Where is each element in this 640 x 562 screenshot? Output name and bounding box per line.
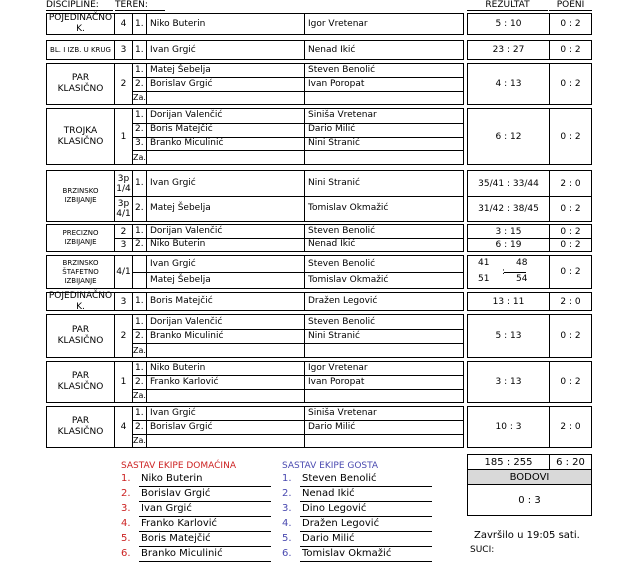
col-divider	[114, 225, 115, 251]
row-number: 3.	[135, 137, 144, 148]
home-player	[121, 473, 271, 487]
home-player: Niko Buterin	[150, 239, 206, 249]
guest-player-name: Dino Legović	[302, 503, 367, 514]
guest-player-underline	[300, 516, 432, 517]
col-divider	[146, 41, 147, 59]
court-number: 4	[120, 422, 127, 432]
court-number: 2	[120, 331, 127, 341]
court-number: 1	[120, 131, 127, 142]
discipline-label: BRZINSKO ŠTAFETNO IZBIJANJE	[62, 258, 99, 285]
match-points: 0 : 2	[560, 267, 581, 277]
court-number: 3	[120, 45, 127, 55]
match-points: 0 : 2	[560, 226, 581, 237]
court-number: 4	[120, 19, 127, 29]
match-points: 0 : 2	[560, 239, 581, 250]
match-points: 2 : 0	[560, 178, 581, 189]
guest-player-underline	[300, 486, 432, 487]
row-number: 2.	[135, 124, 144, 135]
match-block	[46, 40, 464, 60]
finished-time: Završilo u 19:05 sati.	[474, 530, 580, 541]
row-number: 2.	[135, 376, 144, 387]
home-player-underline	[139, 486, 271, 487]
home-player: Ivan Grgić	[150, 408, 196, 419]
guest-player: Siniša Vretenar	[308, 110, 377, 121]
judges-label: SUCI:	[470, 545, 495, 555]
bodovi-value: 0 : 3	[467, 484, 592, 516]
home-player: Niko Buterin	[150, 363, 206, 374]
relay-home-2: 51	[478, 274, 490, 284]
court-number: 4/1	[116, 267, 131, 277]
col-divider	[304, 407, 305, 447]
col-divider	[304, 293, 305, 310]
discipline-header: DISCIPLINE:	[46, 0, 113, 11]
match-points: 2 : 0	[560, 422, 581, 432]
match-block	[46, 406, 464, 448]
col-divider	[114, 171, 115, 221]
row-number: 2.	[135, 239, 144, 249]
home-player-number: 6.	[121, 548, 131, 559]
row-number: 1.	[135, 44, 144, 55]
home-player-underline	[139, 516, 271, 517]
guest-player: Nenad Ikić	[308, 44, 356, 55]
discipline-label: POJEDINAČNO K.	[48, 290, 113, 312]
guest-player: Nenad Ikić	[308, 239, 356, 249]
bodovi-label: BODOVI	[467, 469, 592, 485]
match-result: 6 : 19	[495, 239, 522, 250]
home-player: Boris Matejčić	[150, 124, 213, 135]
home-player: Ivan Grgić	[150, 178, 196, 188]
reserve-label: Za.	[133, 390, 146, 400]
guest-player: Tomislav Okmažić	[308, 274, 389, 285]
col-divider	[304, 41, 305, 59]
row-number: 1.	[135, 178, 144, 188]
match-points: 0 : 2	[560, 19, 581, 29]
home-player	[121, 488, 271, 502]
row-number: 1.	[135, 226, 144, 236]
home-player-name: Borislav Grgić	[141, 488, 211, 499]
home-player: Borislav Grgić	[150, 421, 213, 432]
guest-player: Tomislav Okmažić	[308, 203, 389, 213]
guest-player: Nini Stranić	[308, 137, 360, 148]
col-divider	[146, 407, 147, 447]
match-block	[46, 13, 464, 35]
home-player-number: 1.	[121, 473, 131, 484]
guest-player	[282, 503, 432, 517]
match-result: 5 : 13	[495, 331, 522, 341]
home-player-name: Franko Karlović	[141, 518, 218, 529]
col-divider	[304, 315, 305, 357]
match-result-box	[467, 63, 592, 105]
match-result-box	[467, 13, 592, 35]
discipline-label: BL. I IZB. U KRUG	[50, 45, 111, 54]
home-player-name: Ivan Grgić	[141, 503, 192, 514]
guest-player-name: Dražen Legović	[302, 518, 380, 529]
match-block	[46, 170, 464, 222]
relay-result	[468, 256, 549, 288]
col-divider	[304, 14, 305, 34]
guest-player: Steven Benolić	[308, 65, 376, 76]
guest-player-number: 4.	[282, 518, 292, 529]
row-divider	[132, 91, 463, 92]
court-number: 2	[120, 79, 127, 89]
home-player: Dorijan Valenčić	[150, 226, 223, 236]
guest-player-underline	[300, 501, 432, 502]
row-number: 2.	[135, 421, 144, 432]
match-result-box	[467, 406, 592, 448]
guest-player: Ivan Poropat	[308, 376, 365, 387]
discipline-label: TROJKA KLASIČNO	[57, 125, 104, 147]
match-result: 10 : 3	[495, 422, 522, 432]
home-player: Ivan Grgić	[150, 44, 196, 55]
match-result: 35/41 : 33/44	[478, 178, 539, 189]
match-result: 3 : 13	[495, 377, 522, 387]
discipline-label: PAR KLASIČNO	[57, 325, 104, 346]
col-divider	[132, 293, 133, 310]
row-number: 1.	[135, 363, 144, 374]
match-result-box	[467, 292, 592, 311]
match-result: 3 : 15	[495, 226, 522, 237]
home-player	[121, 533, 271, 547]
row-number: 1.	[135, 408, 144, 419]
guest-player: Steven Benolić	[308, 226, 376, 236]
relay-home-1: 41	[478, 258, 490, 268]
discipline-label: BRZINSKO IZBIJANJE	[62, 187, 99, 204]
col-divider	[304, 362, 305, 402]
guest-player: Dražen Legović	[308, 296, 378, 306]
home-player-number: 4.	[121, 518, 131, 529]
discipline-label: POJEDINAČNO K.	[48, 13, 113, 34]
home-player: Matej Šebelja	[150, 203, 211, 213]
home-player: Dorijan Valenčić	[150, 110, 223, 121]
home-player: Branko Miculinić	[150, 330, 224, 341]
guest-team-title: SASTAV EKIPE GOSTA	[282, 461, 379, 471]
guest-player	[282, 533, 432, 547]
guest-player-number: 1.	[282, 473, 292, 484]
row-divider	[132, 389, 463, 390]
match-block	[46, 361, 464, 403]
home-player: Matej Šebelja	[150, 65, 211, 76]
home-player	[121, 518, 271, 532]
reserve-label: Za.	[133, 345, 146, 355]
col-divider	[146, 315, 147, 357]
match-result: 6 : 12	[495, 131, 522, 142]
home-player: Branko Miculinić	[150, 137, 224, 148]
match-result-box	[467, 170, 592, 222]
guest-player: Steven Benolić	[308, 258, 376, 269]
home-player-name: Branko Miculinić	[141, 548, 223, 559]
guest-player: Nini Stranić	[308, 178, 360, 188]
guest-player: Igor Vretenar	[308, 18, 368, 29]
col-divider	[304, 64, 305, 104]
row-divider	[114, 196, 463, 197]
home-player: Dorijan Valenčić	[150, 316, 223, 327]
match-result-box	[467, 255, 592, 289]
discipline-label: PRECIZNO IZBIJANJE	[62, 229, 99, 246]
row-number: 1.	[135, 316, 144, 327]
home-player-underline	[139, 501, 271, 502]
guest-player: Ivan Poropat	[308, 78, 365, 89]
court-number: 3p 4/1	[116, 198, 131, 219]
guest-player: Igor Vretenar	[308, 363, 368, 374]
court-number: 2	[120, 226, 127, 237]
relay-separator: :	[502, 267, 506, 277]
guest-player-number: 5.	[282, 533, 292, 544]
home-player-number: 3.	[121, 503, 131, 514]
row-number: 1.	[135, 18, 144, 29]
match-result-box	[467, 40, 592, 60]
row-number: 1.	[135, 296, 144, 306]
row-divider	[132, 150, 463, 151]
total-result: 185 : 255	[484, 456, 533, 468]
relay-divider	[504, 272, 526, 273]
guest-player-number: 6.	[282, 548, 292, 559]
guest-player-name: Steven Benolić	[302, 473, 377, 484]
court-number: 3	[120, 296, 127, 307]
court-number: 3	[120, 239, 127, 250]
match-result-box	[467, 108, 592, 165]
discipline-label: PAR KLASIČNO	[57, 371, 104, 392]
guest-player-underline	[300, 531, 432, 532]
match-block	[46, 108, 464, 165]
home-player: Franko Karlović	[150, 376, 219, 387]
col-divider	[146, 362, 147, 402]
row-number: 1.	[135, 110, 144, 121]
guest-player-number: 3.	[282, 503, 292, 514]
row-divider	[132, 434, 463, 435]
home-player-name: Boris Matejčić	[141, 533, 211, 544]
home-player	[121, 503, 271, 517]
match-result-box	[467, 314, 592, 358]
col-divider	[132, 41, 133, 59]
court-number: 1	[120, 377, 127, 387]
row-number: 2.	[135, 330, 144, 341]
guest-player	[282, 473, 432, 487]
home-player: Borislav Grgić	[150, 78, 213, 89]
home-player-underline	[139, 531, 271, 532]
home-player: Boris Matejčić	[150, 296, 213, 306]
guest-player: Dario Milić	[308, 124, 356, 135]
totals-box	[467, 454, 592, 470]
col-divider	[146, 64, 147, 104]
guest-player: Dario Milić	[308, 421, 356, 432]
home-team-title: SASTAV EKIPE DOMAĆINA	[121, 461, 236, 471]
home-player: Niko Buterin	[150, 18, 206, 29]
match-result-box	[467, 224, 592, 252]
total-points: 6 : 20	[556, 456, 585, 468]
match-result: 31/42 : 38/45	[478, 203, 539, 214]
match-points: 2 : 0	[560, 296, 581, 307]
result-header: REZULTAT	[467, 0, 548, 11]
discipline-label: PAR KLASIČNO	[57, 416, 104, 437]
guest-player: Nini Stranić	[308, 330, 360, 341]
guest-player-underline	[300, 546, 432, 547]
home-player: Matej Šebelja	[150, 274, 211, 285]
guest-player	[282, 518, 432, 532]
match-points: 0 : 2	[560, 331, 581, 341]
row-divider	[132, 343, 463, 344]
match-points: 0 : 2	[560, 79, 581, 89]
home-player-underline	[139, 546, 271, 547]
match-block	[46, 63, 464, 105]
guest-player-name: Tomislav Okmažić	[302, 548, 392, 559]
home-player-name: Niko Buterin	[141, 473, 203, 484]
discipline-label: PAR KLASIČNO	[57, 73, 104, 94]
match-points: 0 : 2	[560, 131, 581, 142]
row-number: 2.	[135, 78, 144, 89]
match-block	[46, 314, 464, 358]
match-block	[46, 224, 464, 252]
guest-player: Steven Benolić	[308, 316, 376, 327]
match-points: 0 : 2	[560, 377, 581, 387]
match-points: 0 : 2	[560, 203, 581, 214]
col-divider	[146, 14, 147, 34]
court-header: TEREN:	[115, 0, 165, 11]
row-number: 1.	[135, 65, 144, 76]
home-player: Ivan Grgić	[150, 258, 196, 269]
col-divider	[146, 293, 147, 310]
match-result: 5 : 10	[495, 19, 522, 29]
guest-player: Siniša Vretenar	[308, 408, 377, 419]
points-header: POENI	[549, 0, 592, 11]
match-points: 0 : 2	[560, 45, 581, 55]
relay-guest-1: 48	[516, 258, 528, 268]
reserve-label: Za.	[133, 435, 146, 445]
reserve-label: Za.	[133, 92, 146, 102]
court-number: 3p 1/4	[116, 173, 131, 194]
home-player-number: 2.	[121, 488, 131, 499]
guest-player-number: 2.	[282, 488, 292, 499]
guest-player-name: Nenad Ikić	[302, 488, 355, 499]
guest-player-name: Dario Milić	[302, 533, 355, 544]
match-result: 4 : 13	[495, 79, 522, 89]
match-block	[46, 292, 464, 311]
home-player-number: 5.	[121, 533, 131, 544]
match-result-box	[467, 361, 592, 403]
match-block	[46, 255, 464, 289]
relay-guest-2: 54	[516, 274, 528, 284]
reserve-label: Za.	[133, 152, 146, 162]
guest-player	[282, 488, 432, 502]
row-number: 2.	[135, 203, 144, 213]
col-divider	[132, 14, 133, 34]
match-result: 23 : 27	[492, 45, 525, 55]
match-result: 13 : 11	[492, 296, 525, 307]
